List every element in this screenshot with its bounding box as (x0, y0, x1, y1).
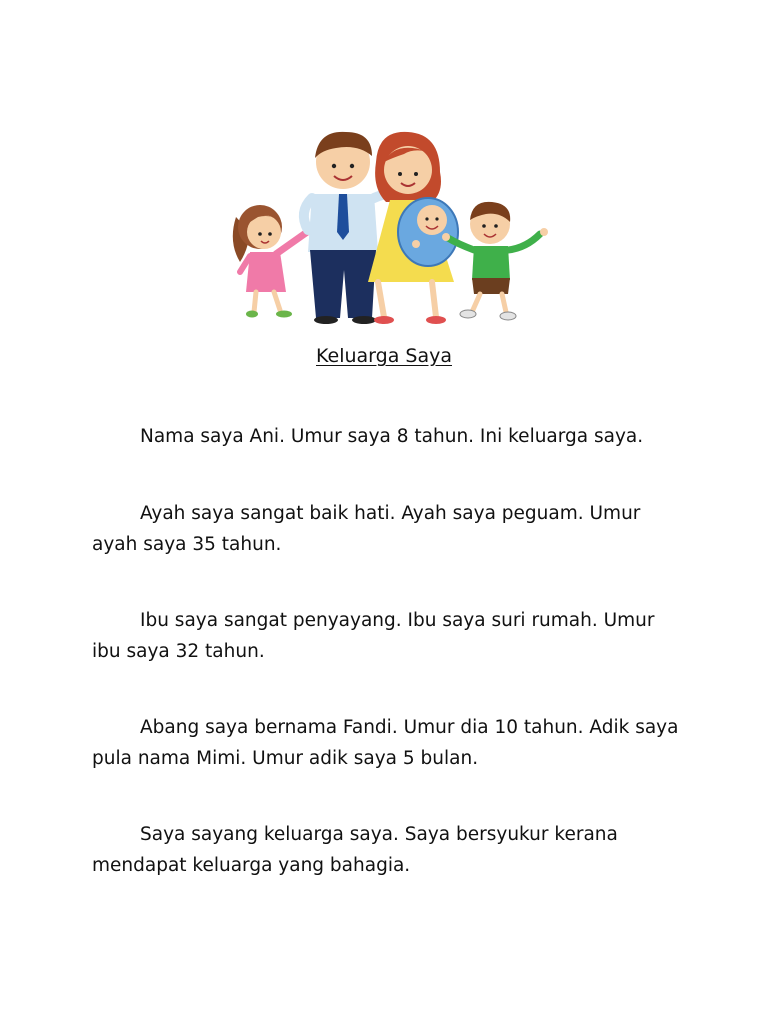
baby-figure (398, 198, 458, 266)
paragraph-siblings: Abang saya bernama Fandi. Umur dia 10 tahun. Adik saya pula nama Mimi. Umur adik saya 5 bulan. (92, 717, 679, 769)
boy-figure (442, 202, 548, 320)
page-title: Keluarga Saya (316, 345, 452, 367)
family-illustration-icon (218, 122, 558, 330)
paragraph-closing: Saya sayang keluarga saya. Saya bersyukur kerana mendapat keluarga yang bahagia. (92, 824, 618, 876)
paragraph-father: Ayah saya sangat baik hati. Ayah saya peguam. Umur ayah saya 35 tahun. (92, 503, 641, 555)
paragraph-intro: Nama saya Ani. Umur saya 8 tahun. Ini keluarga saya. (140, 426, 644, 447)
paragraph-mother: Ibu saya sangat penyayang. Ibu saya suri rumah. Umur ibu saya 32 tahun. (92, 610, 655, 662)
